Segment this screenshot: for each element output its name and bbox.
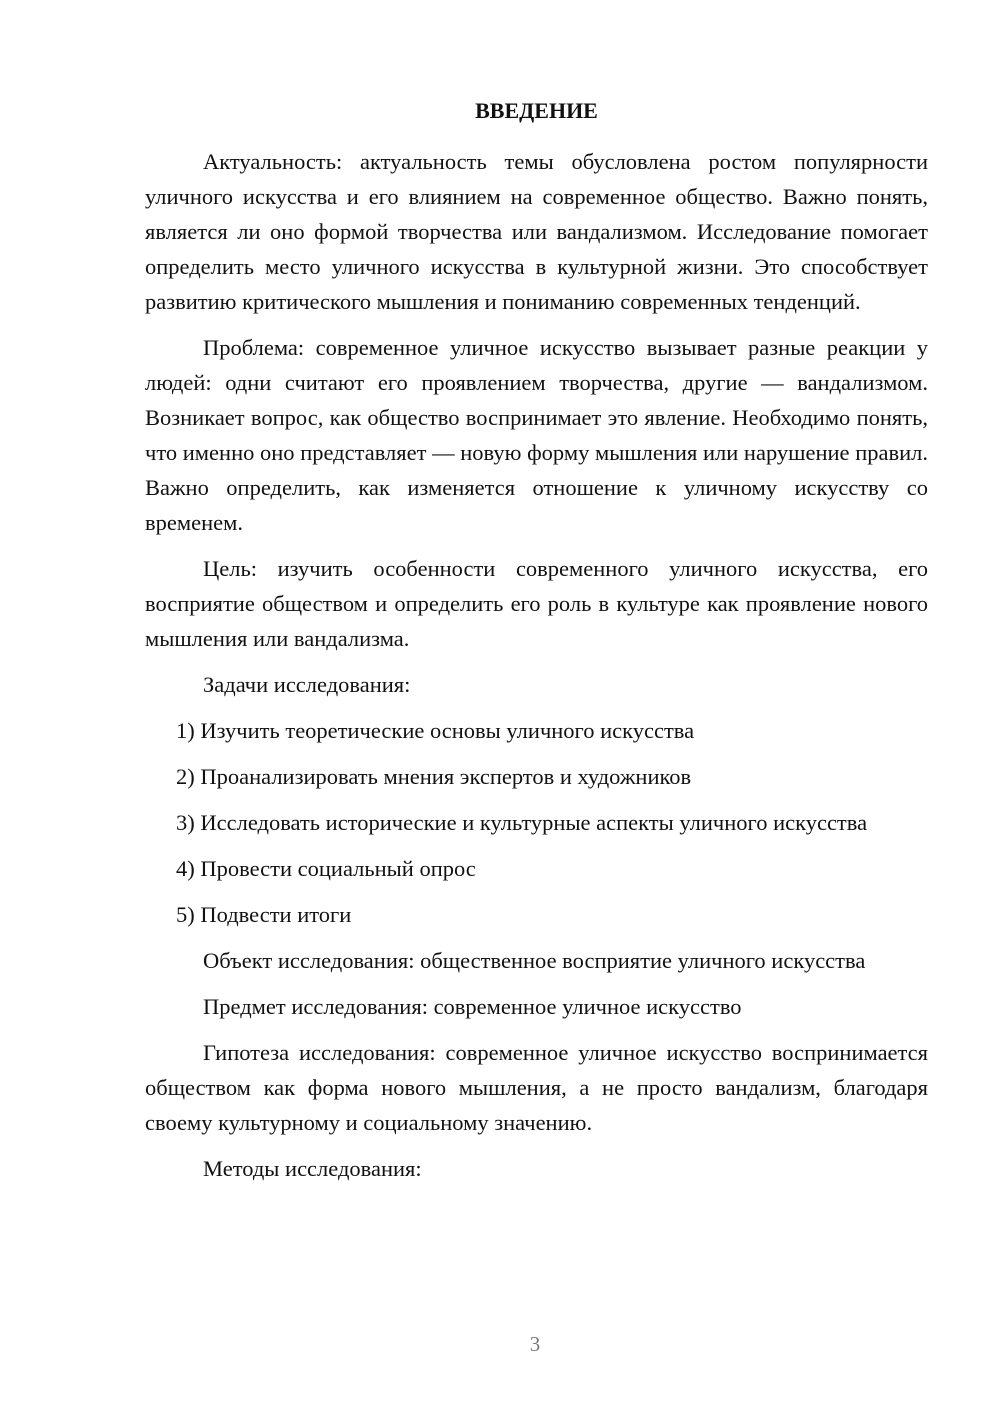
task-item-2: 2) Проанализировать мнения экспертов и художников [176, 764, 692, 789]
tasks-title: Задачи исследования: [203, 672, 411, 697]
paragraph-relevance: Актуальность: актуальность темы обусловлена ростом популярности уличного искусства и его влиянием на современное общество. Важно понять, является ли оно формой творчества или вандализмом. Исследование помогает определить место уличного искусства в культурной жизни. Это способствует развитию критического мышления и пониманию современных тенденций. [145, 149, 928, 314]
task-item-1: 1) Изучить теоретические основы уличного искусства [176, 718, 695, 743]
paragraph-object: Объект исследования: общественное восприятие уличного искусства [203, 948, 866, 973]
document-page [145, 96, 928, 1197]
paragraph-subject: Предмет исследования: современное уличное искусство [203, 994, 742, 1019]
page-number: 3 [529, 1332, 541, 1356]
task-item-4: 4) Провести социальный опрос [176, 856, 476, 881]
paragraph-problem: Проблема: современное уличное искусство вызывает разные реакции у людей: одни считают его проявлением творчества, другие — вандализмом. Возникает вопрос, как общество воспринимает это явление. Необходимо понять, что именно оно представляет — новую форму мышления или нарушение правил. Важно определить, как изменяется отношение к уличному искусству со временем. [145, 335, 928, 535]
methods-title: Методы исследования: [203, 1156, 422, 1181]
paragraph-goal: Цель: изучить особенности современного уличного искусства, его восприятие обществом и определить его роль в культуре как проявление нового мышления или вандализма. [145, 556, 928, 651]
task-item-3: 3) Исследовать исторические и культурные аспекты уличного искусства [176, 810, 868, 835]
paragraph-hypothesis: Гипотеза исследования: современное уличное искусство воспринимается обществом как форма нового мышления, а не просто вандализм, благодаря своему культурному и социальному значению. [145, 1040, 928, 1135]
section-heading: ВВЕДЕНИЕ [475, 98, 598, 123]
task-item-5: 5) Подвести итоги [176, 902, 352, 927]
